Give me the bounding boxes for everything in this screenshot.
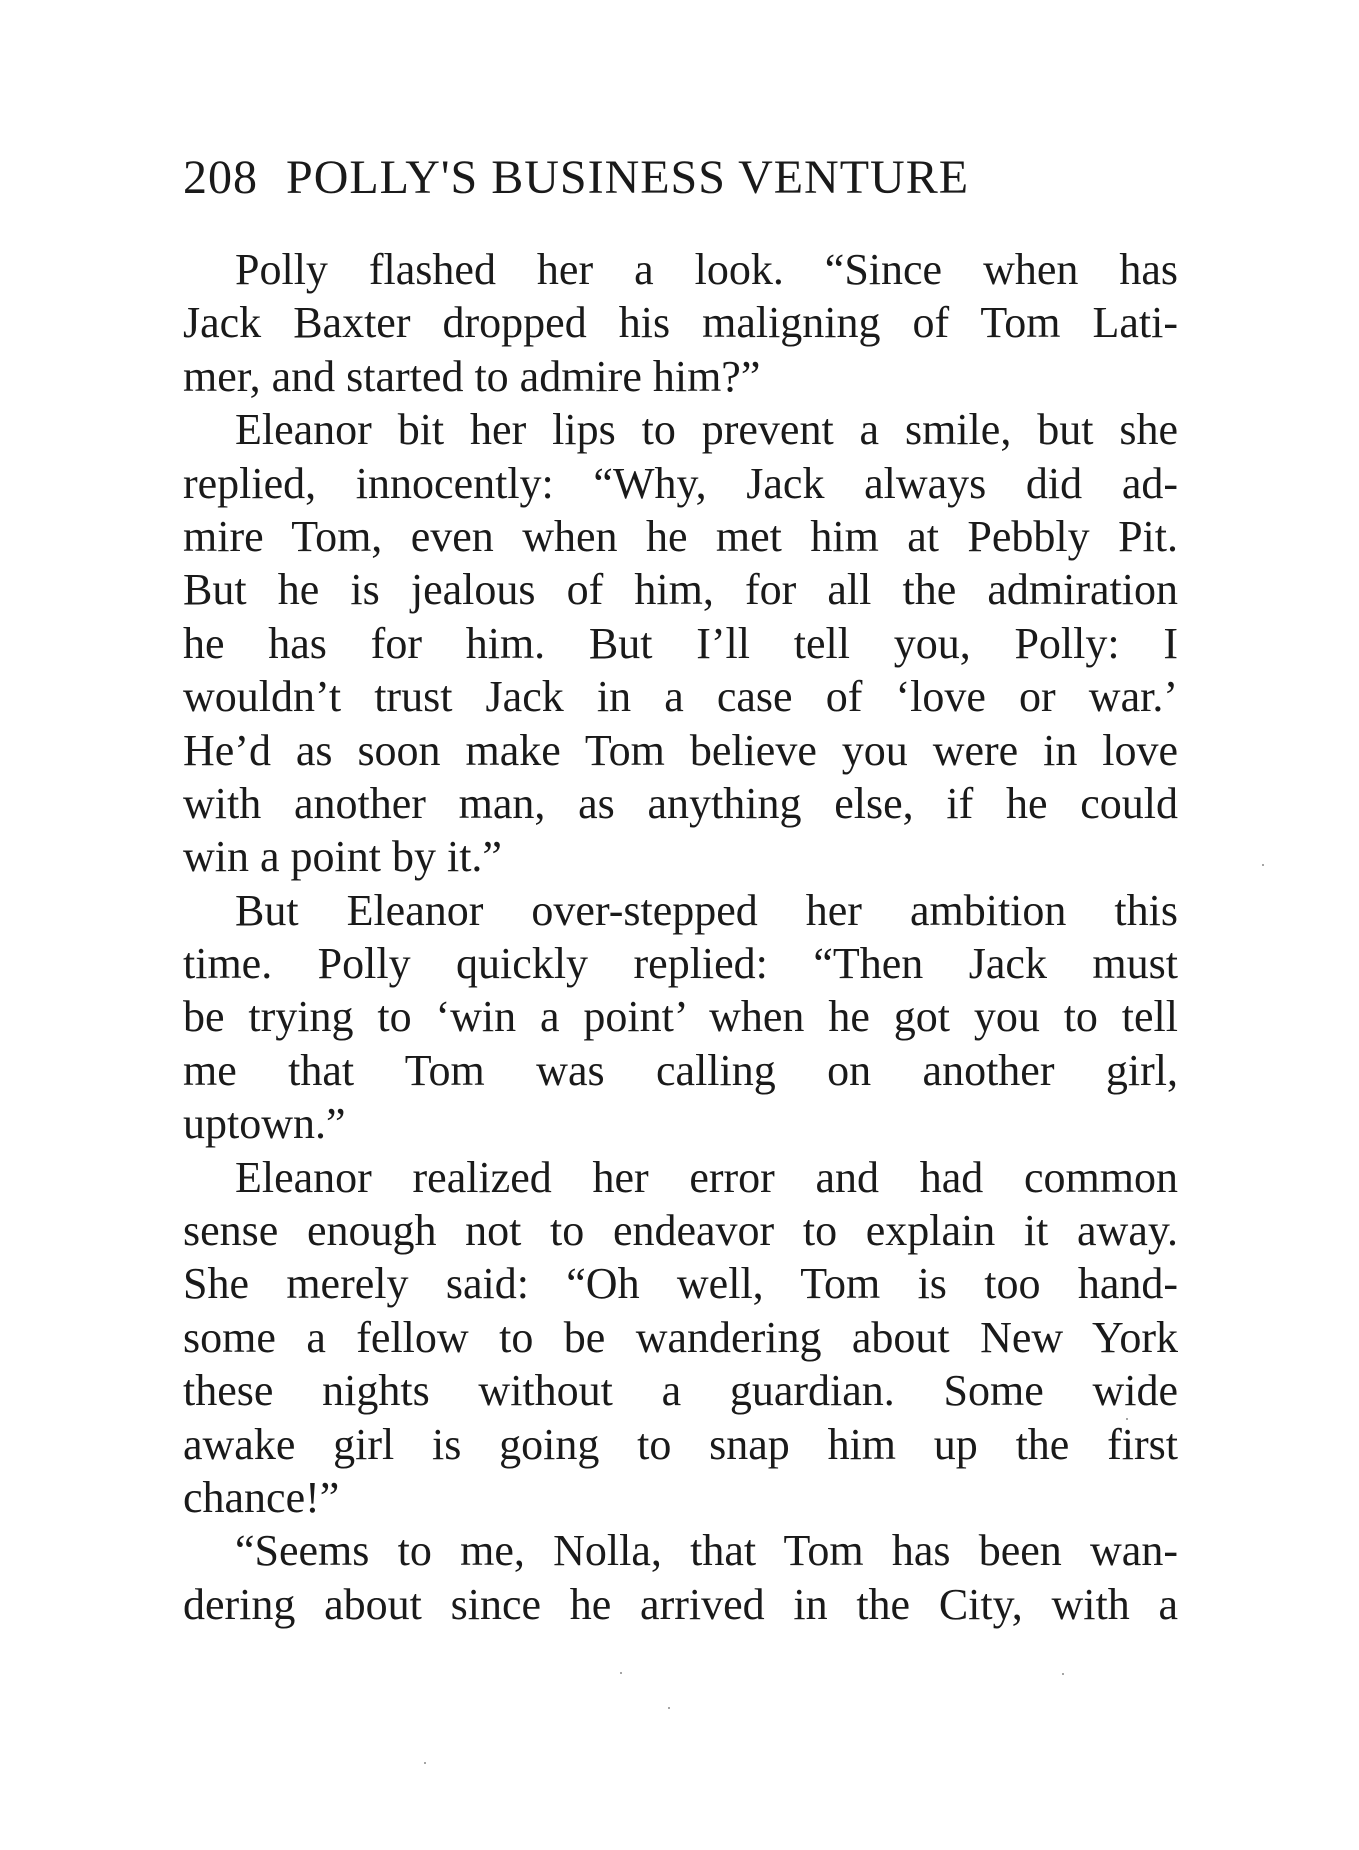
- text-line: win a point by it.”: [183, 832, 502, 882]
- text-line: mer, and started to admire him?”: [183, 351, 761, 401]
- text-line: dering about since he arrived in the City, with a: [183, 1579, 1178, 1629]
- text-line: He’d as soon make Tom believe you were in love: [183, 725, 1178, 775]
- text-line: replied, innocently: “Why, Jack always did ad-: [183, 458, 1178, 508]
- text-line: Jack Baxter dropped his maligning of Tom Lati-: [183, 298, 1178, 348]
- scan-speck: [1062, 1673, 1064, 1675]
- scan-speck: [424, 1762, 426, 1764]
- text-line: uptown.”: [183, 1099, 346, 1149]
- scan-speck: [668, 1707, 670, 1709]
- text-line: But he is jealous of him, for all the admiration: [183, 565, 1178, 615]
- scan-speck: [1126, 1418, 1128, 1420]
- running-header: [183, 148, 1183, 208]
- text-line: chance!”: [183, 1472, 340, 1522]
- text-line: be trying to ‘win a point’ when he got you to tell: [183, 992, 1178, 1042]
- scan-speck: [1262, 864, 1264, 866]
- text-line: She merely said: “Oh well, Tom is too hand-: [183, 1259, 1178, 1309]
- text-line: But Eleanor over-stepped her ambition this: [235, 885, 1178, 935]
- text-line: time. Polly quickly replied: “Then Jack must: [183, 939, 1178, 989]
- text-line: some a fellow to be wandering about New York: [183, 1312, 1178, 1362]
- body-text: [183, 243, 1178, 1631]
- page-number: 208: [183, 151, 258, 204]
- text-line: Eleanor bit her lips to prevent a smile, but she: [235, 405, 1178, 455]
- text-line: Eleanor realized her error and had common: [235, 1152, 1178, 1202]
- text-line: Polly flashed her a look. “Since when has: [235, 245, 1178, 294]
- scan-speck: [620, 1672, 622, 1674]
- running-title: POLLY'S BUSINESS VENTURE: [286, 151, 970, 204]
- text-line: with another man, as anything else, if he could: [183, 778, 1178, 828]
- text-line: “Seems to me, Nolla, that Tom has been wan-: [235, 1526, 1178, 1576]
- text-line: awake girl is going to snap him up the first: [183, 1419, 1178, 1469]
- text-line: me that Tom was calling on another girl,: [183, 1045, 1178, 1095]
- text-line: mire Tom, even when he met him at Pebbly Pit.: [183, 511, 1178, 561]
- text-line: these nights without a guardian. Some wide: [183, 1366, 1178, 1416]
- text-line: wouldn’t trust Jack in a case of ‘love or war.’: [183, 672, 1178, 722]
- text-line: he has for him. But I’ll tell you, Polly: I: [183, 618, 1178, 668]
- text-line: sense enough not to endeavor to explain it away.: [183, 1206, 1178, 1256]
